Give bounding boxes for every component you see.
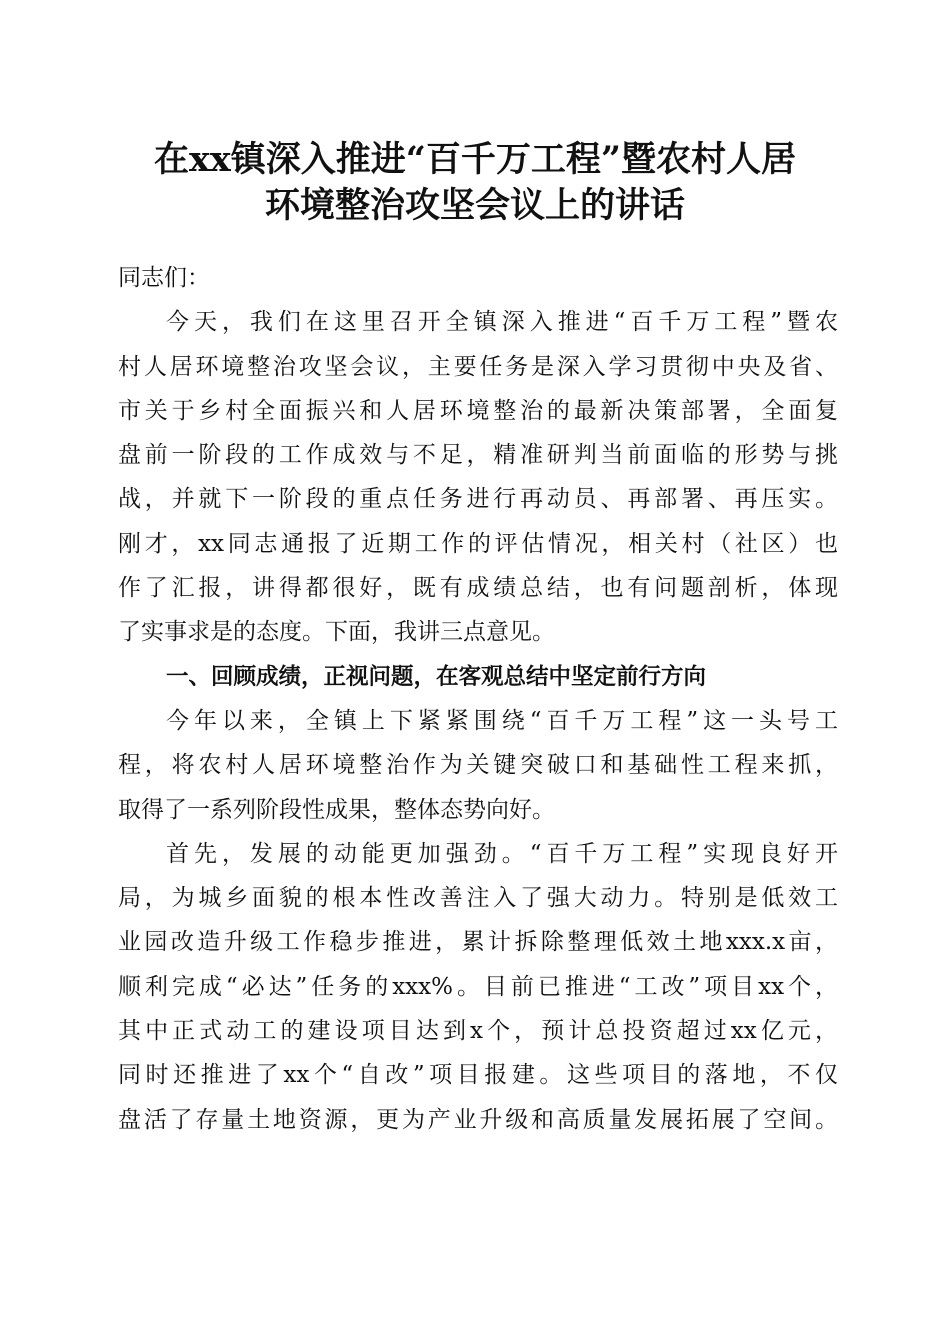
- title-line-2: 环境整治攻坚会议上的讲话: [264, 185, 685, 226]
- paragraph-line: 盘前一阶段的工作成效与不足，精准研判当前面临的形势与挑: [118, 442, 838, 469]
- paragraph-line: 村人居环境整治攻坚会议，主要任务是深入学习贯彻中央及省、: [118, 353, 838, 380]
- section-heading: 一、回顾成绩，正视问题，在客观总结中坚定前行方向: [166, 663, 707, 690]
- paragraph-line: 取得了一系列阶段性成果，整体态势向好。: [118, 796, 555, 823]
- document-body: [118, 256, 838, 1142]
- paragraph-line: 盘活了存量土地资源，更为产业升级和高质量发展拓展了空间。: [118, 1106, 838, 1133]
- paragraph-line: 其中正式动工的建设项目达到x个，预计总投资超过xx亿元，: [118, 1018, 838, 1045]
- paragraph-line: 同时还推进了xx个“自改”项目报建。这些项目的落地，不仅: [118, 1062, 838, 1089]
- paragraph-line: 首先，发展的动能更加强劲。“百千万工程”实现良好开: [166, 840, 838, 867]
- paragraph-line: 刚才，xx同志通报了近期工作的评估情况，相关村（社区）也: [118, 530, 838, 557]
- paragraph-momentum: [118, 832, 838, 1142]
- paragraph-line: 今天，我们在这里召开全镇深入推进“百千万工程”暨农: [166, 309, 838, 336]
- paragraph-review: [118, 699, 838, 832]
- paragraph-intro: [118, 300, 838, 654]
- paragraph-line: 市关于乡村全面振兴和人居环境整治的最新决策部署，全面复: [118, 397, 838, 424]
- paragraph-line: 顺利完成“必达”任务的xxx%。目前已推进“工改”项目xx个，: [118, 973, 838, 1000]
- title-line-1: 在xx镇深入推进“百千万工程”暨农村人居: [154, 139, 796, 180]
- paragraph-line: 今年以来，全镇上下紧紧围绕“百千万工程”这一头号工: [166, 707, 838, 734]
- paragraph-line: 局，为城乡面貌的根本性改善注入了强大动力。特别是低效工: [118, 885, 838, 912]
- paragraph-line: 作了汇报，讲得都很好，既有成绩总结，也有问题剖析，体现: [118, 575, 838, 602]
- paragraph-line: 了实事求是的态度。下面，我讲三点意见。: [118, 619, 555, 646]
- paragraph-line: 业园改造升级工作稳步推进，累计拆除整理低效土地xxx.x亩，: [118, 929, 838, 956]
- paragraph-line: 战，并就下一阶段的重点任务进行再动员、再部署、再压实。: [118, 486, 838, 513]
- salutation: 同志们：: [118, 265, 210, 291]
- paragraph-line: 程，将农村人居环境整治作为关键突破口和基础性工程来抓，: [118, 752, 838, 779]
